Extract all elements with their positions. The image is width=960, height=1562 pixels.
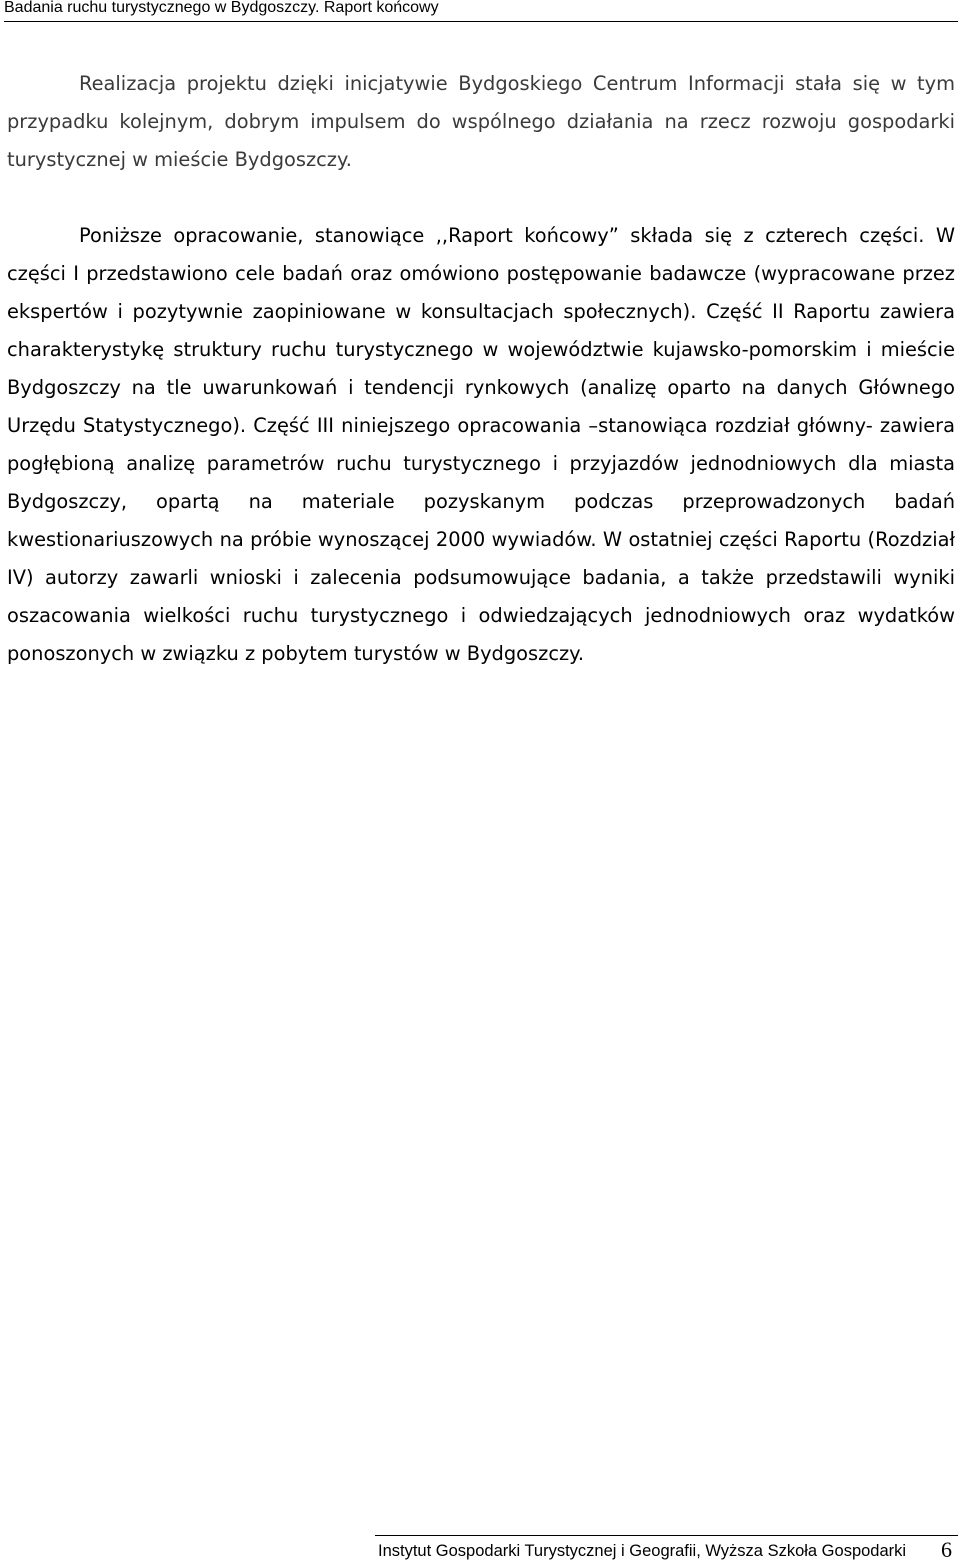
paragraph-1: [7, 65, 955, 179]
page-number: 6: [941, 1537, 952, 1562]
paragraph-2-text: Poniższe opracowanie, stanowiące ,,Raport końcowy” składa się z czterech części. W części I przedstawiono cele badań oraz omówiono postępowanie badawcze (wypracowane przez ekspertów i pozytywnie zaopiniowane w konsultacjach społecznych). Część II Raportu zawiera charakterystykę struktury ruchu turystycznego w województwie kujawsko-pomorskim i mieście Bydgoszczy na tle uwarunkowań i tendencji rynkowych (analizę oparto na danych Głównego Urzędu Statystycznego). Część III niniejszego opracowania –stanowiąca rozdział główny- zawiera pogłębioną analizę parametrów ruchu turystycznego i przyjazdów jednodniowych dla miasta Bydgoszczy, opartą na materiale pozyskanym podczas przeprowadzonych badań kwestionariuszowych na próbie wynoszącej 2000 wywiadów. W ostatniej części Raportu (Rozdział IV) autorzy zawarli wnioski i zalecenia podsumowujące badania, a także przedstawili wyniki oszacowania wielkości ruchu turystycznego i odwiedzających jednodniowych oraz wydatków ponoszonych w związku z pobytem turystów w Bydgoszczy.: [7, 224, 955, 665]
running-header: Badania ruchu turystycznego w Bydgoszczy. Raport końcowy: [4, 0, 439, 16]
paragraph-1-text: Realizacja projektu dzięki inicjatywie Bydgoskiego Centrum Informacji stała się w tym przypadku kolejnym, dobrym impulsem do wspólnego działania na rzecz rozwoju gospodarki turystycznej w mieście Bydgoszczy.: [7, 72, 955, 171]
header-rule: [4, 21, 958, 22]
footer-institution: Instytut Gospodarki Turystycznej i Geografii, Wyższa Szkoła Gospodarki: [378, 1542, 907, 1560]
footer-rule: [375, 1535, 958, 1536]
paragraph-2: [7, 217, 955, 673]
